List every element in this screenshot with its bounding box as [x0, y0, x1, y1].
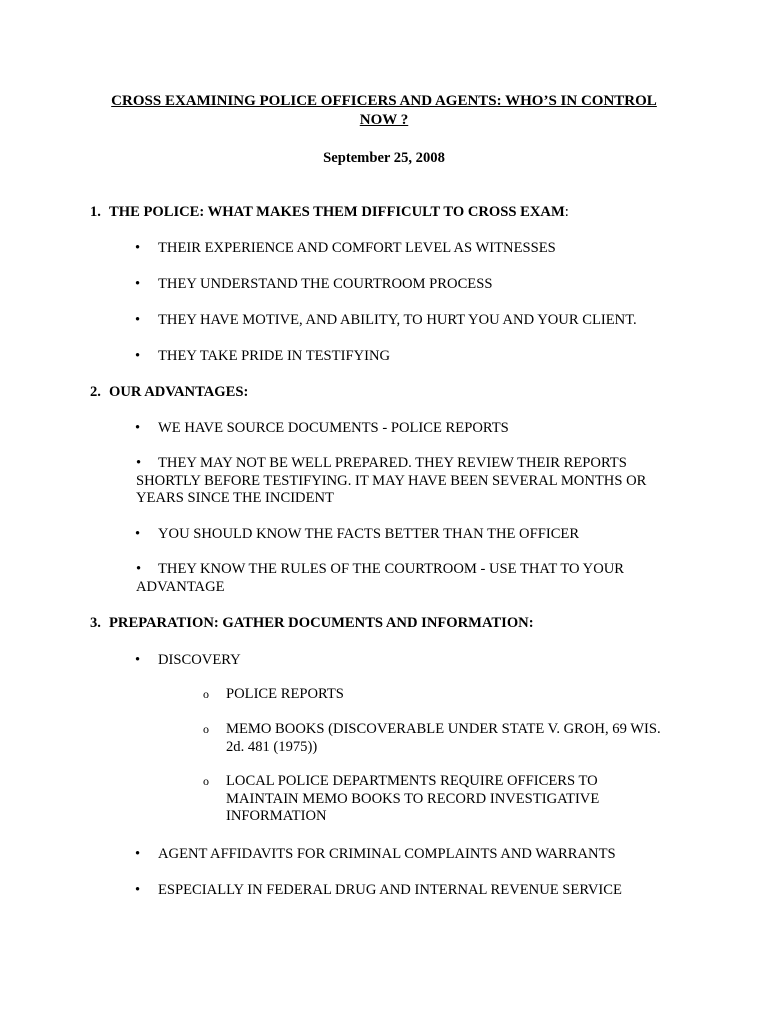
- circle-bullet-icon: o: [203, 687, 209, 701]
- section-number: 2.: [90, 384, 101, 400]
- section-1-heading: [90, 203, 569, 221]
- list-item-text: WE HAVE SOURCE DOCUMENTS - POLICE REPORTS: [158, 420, 509, 436]
- bullet-icon: •: [135, 276, 141, 292]
- section-number: 3.: [90, 615, 101, 631]
- section-number: 1.: [90, 204, 101, 220]
- sub-list-item: [203, 721, 673, 756]
- list-item-text: YOU SHOULD KNOW THE FACTS BETTER THAN THE OFFICER: [158, 526, 580, 542]
- list-item: [135, 525, 579, 543]
- section-title: PREPARATION: GATHER DOCUMENTS AND INFORMATION:: [109, 615, 534, 631]
- section-title: OUR ADVANTAGES:: [109, 384, 249, 400]
- bullet-icon: •: [135, 526, 141, 542]
- bullet-icon: •: [135, 348, 141, 364]
- bullet-icon: •: [136, 455, 142, 471]
- bullet-icon: •: [135, 240, 141, 256]
- sub-list-item-text: POLICE REPORTS: [226, 686, 344, 702]
- section-3-heading: [90, 614, 534, 632]
- list-item: [135, 239, 556, 257]
- sub-list-item: [203, 686, 673, 704]
- sub-list-item: [203, 773, 673, 826]
- list-item-text: ESPECIALLY IN FEDERAL DRUG AND INTERNAL REVENUE SERVICE: [158, 882, 622, 898]
- document-title: CROSS EXAMINING POLICE OFFICERS AND AGENTS: WHO’S IN CONTROL NOW ?: [111, 93, 657, 128]
- list-item-text: THEY UNDERSTAND THE COURTROOM PROCESS: [158, 276, 493, 292]
- list-item-text: THEY MAY NOT BE WELL PREPARED. THEY REVIEW THEIR REPORTS SHORTLY BEFORE TESTIFYING. IT MAY HAVE BEEN SEVERAL MONTHS OR YEARS SINCE THE INCIDENT: [136, 455, 647, 506]
- section-title: THE POLICE: WHAT MAKES THEM DIFFICULT TO CROSS EXAM: [109, 204, 565, 220]
- list-item: [135, 347, 390, 365]
- list-item: [135, 275, 492, 293]
- bullet-icon: •: [135, 652, 141, 668]
- list-item-text: THEIR EXPERIENCE AND COMFORT LEVEL AS WITNESSES: [158, 240, 556, 256]
- sub-list-item-text: MEMO BOOKS (DISCOVERABLE UNDER STATE V. GROH, 69 WIS. 2d. 481 (1975)): [226, 721, 661, 755]
- list-item: [135, 881, 622, 899]
- section-colon: :: [564, 204, 569, 220]
- list-item-text: THEY KNOW THE RULES OF THE COURTROOM - USE THAT TO YOUR ADVANTAGE: [136, 561, 625, 595]
- sub-list-item-text: LOCAL POLICE DEPARTMENTS REQUIRE OFFICERS TO MAINTAIN MEMO BOOKS TO RECORD INVESTIGATIVE INFORMATION: [226, 773, 600, 824]
- list-item: [136, 455, 676, 508]
- list-item-text: THEY TAKE PRIDE IN TESTIFYING: [158, 348, 391, 364]
- list-item: [136, 561, 676, 596]
- bullet-icon: •: [135, 882, 141, 898]
- circle-bullet-icon: o: [203, 774, 209, 788]
- bullet-icon: •: [136, 561, 142, 577]
- bullet-icon: •: [135, 420, 141, 436]
- bullet-icon: •: [135, 846, 141, 862]
- list-item: [135, 651, 241, 669]
- list-item: [135, 845, 616, 863]
- list-item: [135, 311, 637, 329]
- list-item-text: AGENT AFFIDAVITS FOR CRIMINAL COMPLAINTS AND WARRANTS: [158, 846, 616, 862]
- document-date: September 25, 2008: [323, 150, 445, 166]
- section-2-heading: [90, 383, 248, 401]
- circle-bullet-icon: o: [203, 722, 209, 736]
- bullet-icon: •: [135, 312, 141, 328]
- list-item: [135, 419, 509, 437]
- list-item-text: DISCOVERY: [158, 652, 241, 668]
- list-item-text: THEY HAVE MOTIVE, AND ABILITY, TO HURT YOU AND YOUR CLIENT.: [158, 312, 637, 328]
